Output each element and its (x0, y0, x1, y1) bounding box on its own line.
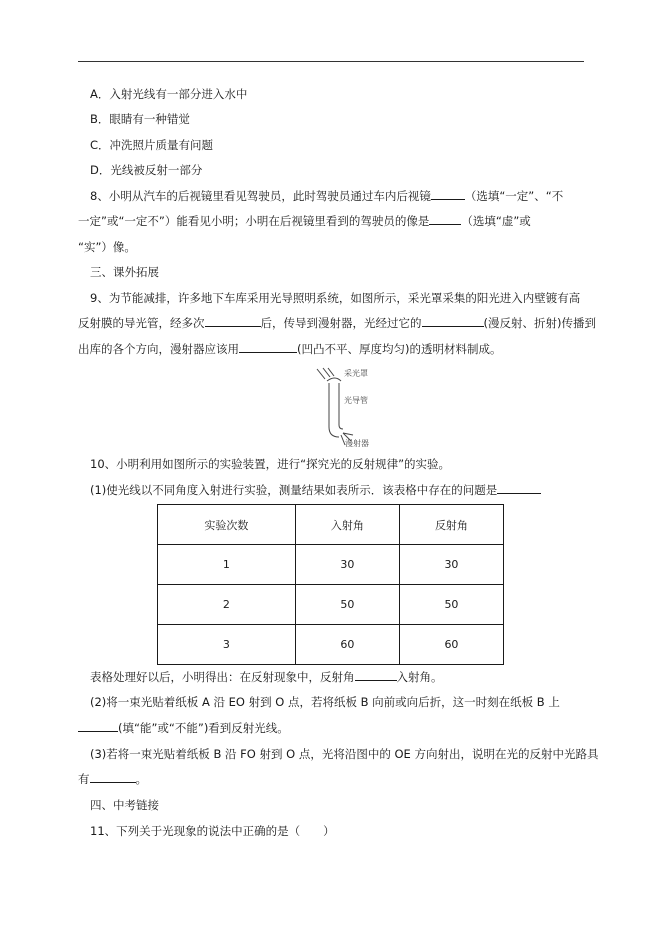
q10-part2-line1: (2)将一束光贴着纸板 A 沿 EO 射到 O 点，若将纸板 B 向前或向后折，这一时刻在纸板 B 上 (90, 695, 560, 709)
q10-part2-text: (填“能”或“不能”)看到反射光线。 (118, 721, 289, 735)
q8-line3: “实”）像。 (78, 240, 136, 254)
q10-after-table-a: 表格处理好以后，小明得出：在反射现象中，反射角 (90, 670, 355, 684)
q9-line3 (78, 341, 588, 357)
q8-text-1a: 8、小明从汽车的后视镜里看见驾驶员，此时驾驶员通过车内后视镜 (90, 189, 431, 203)
q8-text-1b: （选填“一定”、“不 (464, 189, 564, 203)
answer-blank (205, 315, 261, 327)
figure-label-mid: 光导管 (344, 396, 368, 405)
table-header-cell: 入射角 (295, 505, 399, 545)
q10-after-table-b: 入射角。 (396, 670, 443, 684)
table-cell: 30 (399, 545, 503, 585)
light-pipe-figure (311, 367, 397, 449)
table-cell: 50 (295, 585, 399, 625)
q9-text-3a: 出库的各个方向，漫射器应该用 (78, 342, 239, 356)
q9-line2 (78, 315, 596, 331)
table-cell: 30 (295, 545, 399, 585)
answer-blank (497, 482, 541, 494)
section-heading-3: 三、课外拓展 (90, 265, 159, 279)
q10-part3-text-a: 有 (78, 772, 90, 786)
q8-text-2b: （选填“虚”或 (461, 214, 531, 228)
q10-part3-line1: (3)若将一束光贴着纸板 B 沿 FO 射到 O 点，光将沿图中的 OE 方向射出，说明在光的反射中光路具 (90, 747, 599, 761)
answer-blank (431, 188, 465, 200)
q8-text-2a: 一定”或“一定不”）能看见小明；小明在后视镜里看到的驾驶员的像是 (78, 214, 430, 228)
table-header-cell: 反射角 (399, 505, 503, 545)
table-cell: 60 (295, 625, 399, 665)
figure-label-top: 采光罩 (344, 369, 368, 378)
table-row (158, 585, 504, 625)
q10-after-table (90, 669, 600, 685)
pipe-left-wall (329, 383, 339, 437)
q9-text-2b: 后，传导到漫射器，光经过它的 (260, 316, 422, 330)
answer-blank (90, 771, 136, 783)
table-header-cell: 实验次数 (158, 505, 296, 545)
q8-line1 (90, 188, 600, 204)
option-c: C．冲洗照片质量有问题 (90, 138, 214, 152)
q9-text-2a: 反射膜的导光管，经多次 (78, 316, 205, 330)
table-cell: 1 (158, 545, 296, 585)
answer-blank (429, 213, 461, 225)
table-header-row (158, 505, 504, 545)
table-cell: 60 (399, 625, 503, 665)
answer-blank (78, 720, 118, 732)
table-cell: 2 (158, 585, 296, 625)
pipe-right-wall (339, 383, 343, 429)
q11-line: 11、下列关于光现象的说法中正确的是（ ） (90, 824, 335, 838)
q8-line2 (78, 213, 588, 229)
option-a: A．入射光线有一部分进入水中 (90, 87, 248, 101)
collector-dome (327, 378, 341, 381)
figure-label-bottom: 漫射器 (345, 439, 369, 448)
q10-part3-line2 (78, 771, 588, 787)
answer-blank (422, 315, 484, 327)
option-b: B．眼睛有一种错觉 (90, 112, 190, 126)
answer-blank (239, 341, 297, 353)
answer-blank (355, 669, 397, 681)
option-d: D．光线被反射一部分 (90, 163, 203, 177)
table-row (158, 625, 504, 665)
q10-intro: 10、小明利用如图所示的实验装置，进行“探究光的反射规律”的实验。 (90, 457, 451, 471)
table-cell: 50 (399, 585, 503, 625)
q10-part3-text-b: 。 (135, 772, 147, 786)
results-table (157, 504, 504, 665)
q9-line1: 9、为节能减排，许多地下车库采用光导照明系统，如图所示，采光罩采集的阳光进入内壁镀有高 (90, 291, 581, 305)
q9-text-2c: (漫反射、折射)传播到 (483, 316, 596, 330)
sun-ray (317, 369, 325, 379)
q10-part1 (90, 482, 600, 498)
q10-part2-line2 (78, 720, 588, 736)
section-heading-4: 四、中考链接 (90, 798, 159, 812)
table-row (158, 545, 504, 585)
table-cell: 3 (158, 625, 296, 665)
q10-part1-text: (1)使光线以不同角度入射进行实验，测量结果如表所示．该表格中存在的问题是 (90, 483, 498, 497)
q9-text-3b: (凹凸不平、厚度均匀)的透明材料制成。 (297, 342, 502, 356)
header-rule (78, 61, 584, 62)
